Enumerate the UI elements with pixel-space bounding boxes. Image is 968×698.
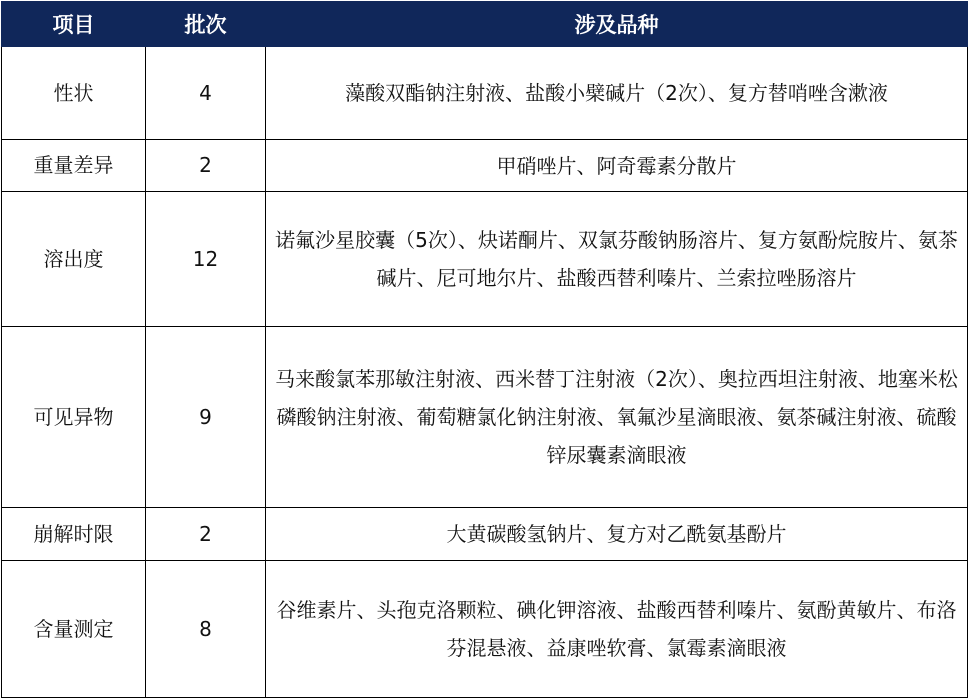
cell-products: 马来酸氯苯那敏注射液、西米替丁注射液（2次）、奥拉西坦注射液、地塞米松磷酸钠注射液、葡萄糖氯化钠注射液、氧氟沙星滴眼液、氨茶碱注射液、硫酸锌尿囊素滴眼液 <box>266 327 968 508</box>
cell-item: 可见异物 <box>2 327 146 508</box>
table-row <box>2 47 968 140</box>
header-item: 项目 <box>2 2 146 47</box>
table-row <box>2 561 968 698</box>
cell-item: 性状 <box>2 47 146 140</box>
cell-item: 重量差异 <box>2 140 146 192</box>
cell-count: 4 <box>146 47 266 140</box>
cell-products: 大黄碳酸氢钠片、复方对乙酰氨基酚片 <box>266 508 968 561</box>
cell-count: 9 <box>146 327 266 508</box>
cell-count: 8 <box>146 561 266 698</box>
cell-item: 崩解时限 <box>2 508 146 561</box>
cell-count: 2 <box>146 508 266 561</box>
table-header-row <box>2 2 968 47</box>
cell-products: 谷维素片、头孢克洛颗粒、碘化钾溶液、盐酸西替利嗪片、氨酚黄敏片、布洛芬混悬液、益康唑软膏、氯霉素滴眼液 <box>266 561 968 698</box>
table-row <box>2 508 968 561</box>
table-row <box>2 140 968 192</box>
cell-item: 含量测定 <box>2 561 146 698</box>
inspection-results-table <box>1 1 968 698</box>
cell-count: 2 <box>146 140 266 192</box>
header-products: 涉及品种 <box>266 2 968 47</box>
cell-item: 溶出度 <box>2 192 146 327</box>
cell-products: 甲硝唑片、阿奇霉素分散片 <box>266 140 968 192</box>
header-batch-count: 批次 <box>146 2 266 47</box>
table-row <box>2 327 968 508</box>
cell-products: 藻酸双酯钠注射液、盐酸小檗碱片（2次）、复方替哨唑含漱液 <box>266 47 968 140</box>
cell-products: 诺氟沙星胶囊（5次）、炔诺酮片、双氯芬酸钠肠溶片、复方氨酚烷胺片、氨茶碱片、尼可地尔片、盐酸西替利嗪片、兰索拉唑肠溶片 <box>266 192 968 327</box>
cell-count: 12 <box>146 192 266 327</box>
table-row <box>2 192 968 327</box>
